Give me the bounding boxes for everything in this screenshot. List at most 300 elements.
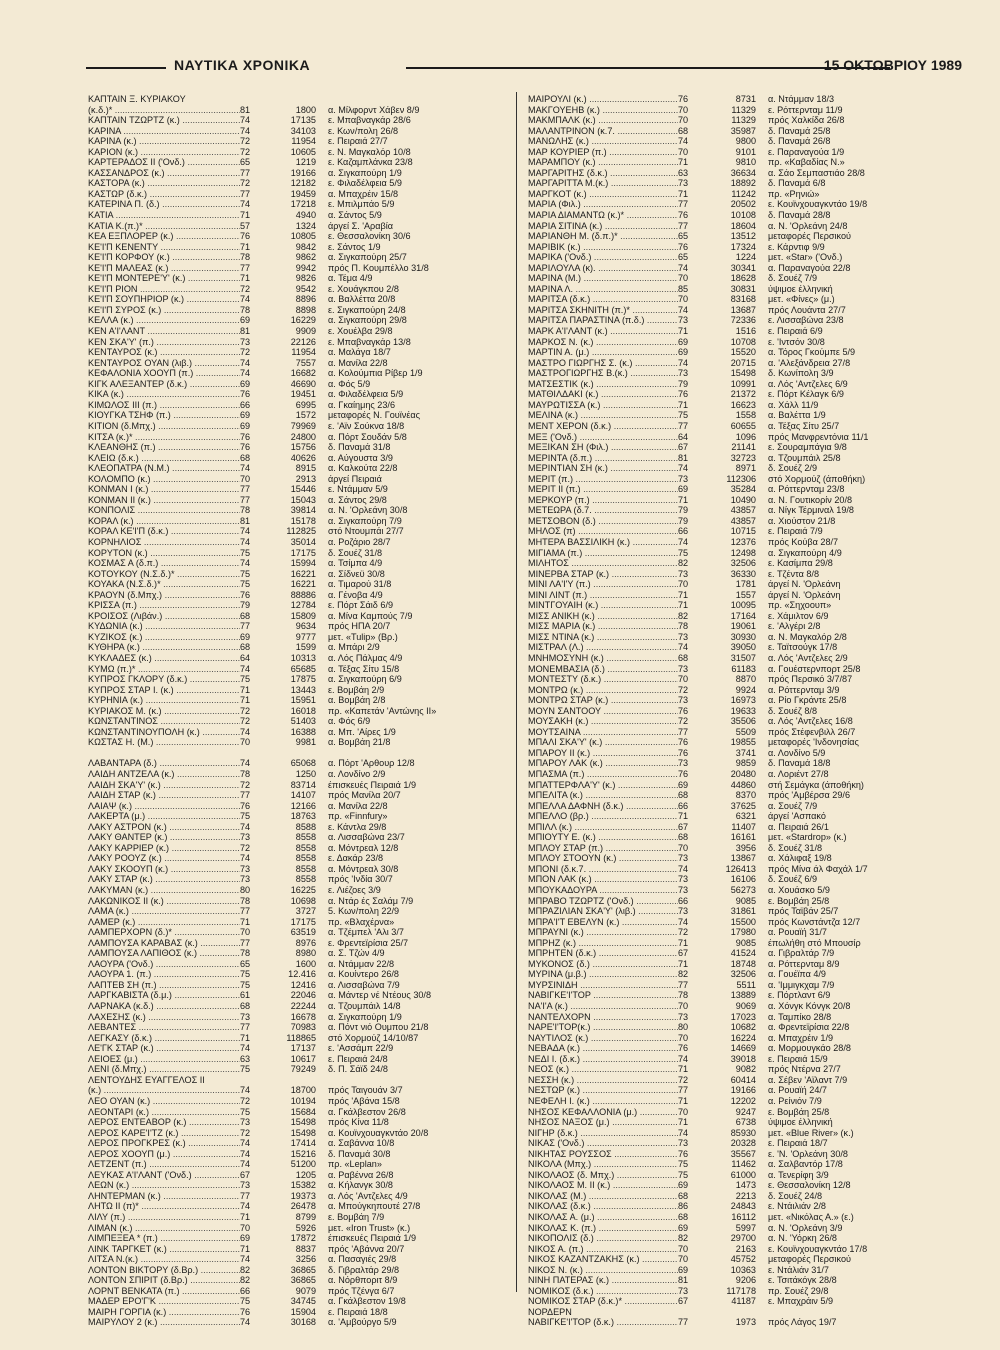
ship-name: ΛΕΡΟΣ ΕΝΤΕΑΒΟΡ (κ.) ..... <box>88 1117 240 1128</box>
ship-name: ΜΕΛΙΝΑ (κ.) ..... <box>528 410 678 421</box>
ship-position: α. Τόρος Γκούμπε 5/9 <box>768 347 856 358</box>
tonnage: 45752 <box>730 1254 756 1265</box>
ship-name: ΝΕΣΤΩΡ (κ.) ..... <box>528 1085 678 1096</box>
ship-row <box>88 1275 498 1286</box>
ship-name: ΜΠΙΟΥΤΥ Ε. (κ.) ..... <box>528 832 678 843</box>
build-year: 68 <box>678 125 689 136</box>
build-year: 73 <box>240 1011 251 1022</box>
build-year: 76 <box>678 94 689 104</box>
ship-name: ΚΟΡΝΗΛΙΟΣ ..... <box>88 537 240 548</box>
ship-row <box>88 621 498 632</box>
ship-position: α. Λοριέντ 27/8 <box>768 769 829 779</box>
build-year: 71 <box>240 1032 251 1043</box>
tonnage: 16388 <box>290 726 316 737</box>
build-year: 78 <box>240 895 251 906</box>
ship-position: πρός Τζένγα 6/7 <box>328 1285 395 1296</box>
ship-row <box>528 843 958 854</box>
ship-row <box>88 832 498 843</box>
ship-row <box>88 94 498 105</box>
ship-row <box>528 453 958 464</box>
ship-position: α. 'Αμβούργο 5/9 <box>328 1317 397 1328</box>
ship-row <box>528 1096 958 1107</box>
ship-name: (κ.) ..... <box>88 1085 240 1096</box>
ship-row <box>528 1296 958 1307</box>
build-year: 70 <box>240 927 251 938</box>
build-year: 71 <box>678 600 689 611</box>
tonnage: 20502 <box>730 199 756 210</box>
ship-name: ΛΟΝΤΟΝ ΒΙΚΤΟΡΥ (δ.Βρ.) ..... <box>88 1265 240 1276</box>
ship-row <box>88 780 498 791</box>
build-year: 75 <box>240 969 251 980</box>
ship-name: ΚΑΤΙΑ Κ.(π.)* ..... <box>88 221 240 232</box>
tonnage: 13687 <box>730 304 756 315</box>
build-year: 73 <box>678 631 689 642</box>
ship-position: α. Ν. 'Ορλεάνη 30/8 <box>328 505 408 516</box>
build-year: 72 <box>240 283 251 294</box>
ship-name: ΚΕΦΑΛΟΝΙΑ ΧΟΟΥΠ (π.) ..... <box>88 368 240 379</box>
tonnage: 13889 <box>730 990 756 1001</box>
ship-row <box>88 558 498 569</box>
ship-position: δ. Παναμά 25/8 <box>768 125 831 136</box>
ship-name: ΚΑΠΤΑΙΝ ΤΖΩΡΤΖ (κ.) ..... <box>88 115 240 126</box>
tonnage: 19061 <box>730 621 756 632</box>
build-year: 77 <box>678 726 689 737</box>
tonnage: 17175 <box>290 916 316 927</box>
ship-position: ε. Λιέζοες 3/9 <box>328 885 381 896</box>
ship-row <box>88 569 498 580</box>
build-year: 86 <box>678 1201 689 1212</box>
tonnage: 1600 <box>295 958 316 969</box>
tonnage: 16221 <box>290 568 316 579</box>
ship-row <box>528 674 958 685</box>
ship-position: μεταφορές Περσικού <box>768 1254 851 1265</box>
ship-position: ε. 'Ν. 'Ορλεάνη 30/8 <box>768 1148 848 1159</box>
ship-position: α. Παραναγούα 22/8 <box>768 262 851 273</box>
ship-name: ΜΙΓΙΑΜΑ (π.) ..... <box>528 548 678 559</box>
ship-position: α. Πόρτ Σουδάν 5/8 <box>328 431 407 442</box>
build-year: 74 <box>678 916 689 927</box>
ship-name: ΚΥΖΙΚΟΣ (κ.) ..... <box>88 632 240 643</box>
ship-position: α. Μανίλα 22/8 <box>328 357 388 368</box>
ship-position: ε. Ν. Μαγκαλόρ 10/8 <box>328 146 411 157</box>
ship-position: α. Φός 5/9 <box>328 378 371 389</box>
ship-row <box>528 822 958 833</box>
build-year: 64 <box>678 431 689 442</box>
ship-position: πρ. Σουέζ 29/8 <box>768 1285 829 1296</box>
tonnage: 44860 <box>730 779 756 790</box>
tonnage: 19855 <box>730 737 756 748</box>
tonnage: 10708 <box>730 336 756 347</box>
ship-position: πρ. «Καπετάν 'Αντώνης ΙΙ» <box>328 705 437 716</box>
build-year: 71 <box>678 188 689 199</box>
ship-name: ΛΙΤΣΑ Ν.(κ.) ..... <box>88 1254 240 1265</box>
tonnage: 8837 <box>295 1243 316 1254</box>
tonnage: 9085 <box>735 937 756 948</box>
tonnage: 15446 <box>290 484 316 495</box>
ship-position: ε. Μπαβναγκάρ 13/8 <box>328 336 411 347</box>
ship-position: α. Ρείνιόν 7/9 <box>768 1095 822 1106</box>
build-year: 78 <box>678 990 689 1001</box>
tonnage: 72336 <box>730 315 756 326</box>
ship-name: ΛΕΓΚΑΣΥ (δ.κ.) ..... <box>88 1033 240 1044</box>
tonnage: 20328 <box>730 1138 756 1149</box>
ship-name: ΜΟΝΤΡΩ (κ.) ..... <box>528 685 678 696</box>
tonnage: 15216 <box>290 1148 316 1159</box>
ship-row <box>528 853 958 864</box>
ship-position: α. Πόντ νιό Ουμπου 21/8 <box>328 1022 429 1033</box>
build-year: 75 <box>678 1159 689 1170</box>
tonnage: 5511 <box>736 979 756 990</box>
ship-row <box>528 1012 958 1023</box>
tonnage: 34745 <box>290 1296 316 1307</box>
ship-row <box>528 1064 958 1075</box>
ship-row <box>88 874 498 885</box>
ship-name: ΚΥΘΗΡΑ (κ.) ..... <box>88 642 240 653</box>
ship-position: α. Μπαχρέιν 1/9 <box>768 1032 834 1043</box>
build-year: 72 <box>240 178 251 189</box>
ship-position: α. Ρόττερνταμ 3/9 <box>768 684 840 695</box>
ship-position: ε. Σάντος 1/9 <box>328 241 381 252</box>
tonnage: 1599 <box>295 642 316 653</box>
build-year: 76 <box>240 589 251 600</box>
ship-position: ε. Κασίμπα 29/8 <box>768 558 833 569</box>
ship-name: ΝΕΟΣ (κ.) ..... <box>528 1064 678 1075</box>
tonnage: 51200 <box>290 1159 316 1170</box>
tonnage: 19633 <box>730 705 756 716</box>
ship-row <box>528 811 958 822</box>
build-year: 71 <box>240 1243 251 1254</box>
build-year: 68 <box>678 790 689 801</box>
ship-name: ΜΟΥΤΣΑΙΝΑ ..... <box>528 727 678 738</box>
ship-position: ε. Πειραιά 6/9 <box>768 326 823 337</box>
ship-name: ΛΑΡΓΚΑΒΙΣΤΑ (δ.μ.) ..... <box>88 990 240 1001</box>
ship-row <box>88 231 498 242</box>
tonnage: 19459 <box>290 188 316 199</box>
ship-row <box>528 368 958 379</box>
ship-name: ΝΗΣΟΣ ΚΕΦΑΛΛΟΝΙΑ (μ.) ..... <box>528 1107 678 1118</box>
tonnage: 12376 <box>730 536 756 547</box>
build-year: 71 <box>240 916 251 927</box>
ship-position: α. Τσίμπα 4/9 <box>328 558 383 569</box>
ship-position: α. Χάλλ 11/9 <box>768 399 819 410</box>
ship-position: α. 'Ιμμιγκχαμ 7/9 <box>768 979 835 990</box>
ship-position: ε. Φιλαδέλφεια 5/9 <box>328 178 402 189</box>
ship-name: ΜΑΡΙΚΑ ('Ονδ.) ..... <box>528 252 678 263</box>
ship-row <box>528 1244 958 1255</box>
ship-row <box>528 94 958 105</box>
build-year: 77 <box>678 1085 689 1096</box>
build-year: 74 <box>678 1127 689 1138</box>
ship-name: ΚΑΣΤΟΡΑ (κ.) ..... <box>88 178 240 189</box>
build-year: 85 <box>678 283 689 294</box>
ship-row <box>88 1128 498 1139</box>
ship-name: ΜΙΣΣ ΝΤΙΝΑ (κ.) ..... <box>528 632 678 643</box>
ship-row <box>88 1254 498 1265</box>
ship-position: πρ. «Ρηνιώ» <box>768 188 820 199</box>
ship-name: ΜΑΡΙΑ ΔΙΑΜΑΝΤΩ (κ.)* ..... <box>528 210 678 221</box>
build-year: 73 <box>678 853 689 864</box>
build-year: 74 <box>678 863 689 874</box>
ship-row <box>528 548 958 559</box>
build-year: 76 <box>678 747 689 758</box>
ship-position: δ. Σουέζ 31/8 <box>768 842 823 853</box>
tonnage: 8558 <box>295 842 316 853</box>
ship-row <box>528 1191 958 1202</box>
ship-position: α. Σιγκαπούρη 7/9 <box>328 515 402 526</box>
build-year: 71 <box>678 399 689 410</box>
ship-row <box>88 168 498 179</box>
ship-position: α. Σαλβαντόρ 17/8 <box>768 1159 843 1170</box>
ship-position: α. Νίγκ Τέρμιναλ 19/8 <box>768 505 854 516</box>
tonnage: 36865 <box>290 1275 316 1286</box>
ship-row <box>88 389 498 400</box>
build-year: 76 <box>240 231 251 242</box>
tonnage: 32723 <box>730 452 756 463</box>
ship-name: ΚΙΤΣΑ (κ.)* ..... <box>88 432 240 443</box>
ship-position: α. Καλκούτα 22/8 <box>328 463 398 474</box>
ship-name: ΜΑΔΕΡ ΕΡΟ'Γ'Κ ..... <box>88 1296 240 1307</box>
build-year: 71 <box>678 958 689 969</box>
tonnage: 16224 <box>730 1032 756 1043</box>
tonnage: 12166 <box>290 800 316 811</box>
tonnage: 10605 <box>290 146 316 157</box>
ship-name: ΛΕΥΚΑΣ Α'Ι'ΛΑΝΤ ('Ονδ.) ..... <box>88 1170 240 1181</box>
build-year: 70 <box>240 737 251 748</box>
ship-name: ΚΑΣΤΩΡ (δ.κ.) ..... <box>88 189 240 200</box>
build-year: 63 <box>240 1053 251 1064</box>
tonnage: 32506 <box>730 558 756 569</box>
build-year: 69 <box>678 336 689 347</box>
build-year: 75 <box>240 579 251 590</box>
tonnage: 18628 <box>730 273 756 284</box>
ship-row <box>88 1286 498 1297</box>
ship-row <box>88 1075 498 1086</box>
ship-position: α. Σιγκαπούρη 6/9 <box>328 674 402 685</box>
build-year: 67 <box>240 1169 251 1180</box>
tonnage: 30341 <box>730 262 756 273</box>
tonnage: 18763 <box>290 811 316 822</box>
tonnage: 16678 <box>290 1011 316 1022</box>
ship-position: ε. Βομβάη 7/9 <box>328 1211 385 1222</box>
ship-name: ΜΟΥΣΑΚΗ (κ.) ..... <box>528 716 678 727</box>
tonnage: 8799 <box>295 1211 316 1222</box>
tonnage: 5509 <box>735 726 756 737</box>
build-year: 74 <box>678 136 689 147</box>
ship-name: ΜΟΝΤΡΩ ΣΤΑΡ (κ.) ..... <box>528 695 678 706</box>
ship-row <box>88 1191 498 1202</box>
ship-name: ΜΑΡΙΛΟΥΛΑ (κ). ..... <box>528 263 678 274</box>
ship-name: ΛΗΝΤΕΡΜΑΝ (κ.) ..... <box>88 1191 240 1202</box>
ship-row <box>88 1001 498 1012</box>
build-year: 76 <box>240 442 251 453</box>
ship-name: ΛΙΜΠΕΞΕΑ * (π.) ..... <box>88 1233 240 1244</box>
tonnage: 30168 <box>290 1317 316 1328</box>
tonnage: 79249 <box>290 1064 316 1075</box>
ship-name: ΜΙΣΣ ΜΑΡΙΑ (κ.) ..... <box>528 621 678 632</box>
build-year: 74 <box>240 758 251 769</box>
ship-name: ΛΑΧΕΣΗΣ (κ.) ..... <box>88 1012 240 1023</box>
build-year: 72 <box>240 842 251 853</box>
build-year: 80 <box>678 1022 689 1033</box>
build-year: 72 <box>678 927 689 938</box>
ship-position: α. Γουέστερνπορτ 25/8 <box>768 663 861 674</box>
ship-position: ε. Σουραμπάγια 9/8 <box>768 442 847 453</box>
build-year: 82 <box>678 969 689 980</box>
build-year: 76 <box>678 389 689 400</box>
tonnage: 1973 <box>735 1317 756 1328</box>
ship-row <box>528 611 958 622</box>
tonnage: 24800 <box>290 431 316 442</box>
tonnage: 13867 <box>730 853 756 864</box>
ship-row <box>528 980 958 991</box>
ship-name: ΛΑΚΩΝΙΚΟΣ ΙΙ (κ.) ..... <box>88 896 240 907</box>
tonnage: 17875 <box>290 674 316 685</box>
tonnage: 8980 <box>295 948 316 959</box>
ship-name: ΛΕΟ ΟΥΑΝ (κ.) ..... <box>88 1096 240 1107</box>
build-year: 74 <box>240 368 251 379</box>
ship-row <box>88 927 498 938</box>
ship-row <box>88 1117 498 1128</box>
ship-row <box>528 706 958 717</box>
build-year: 79 <box>678 515 689 526</box>
tonnage: 10805 <box>290 231 316 242</box>
ship-position: δ. Γιβραλτάρ 29/8 <box>328 1264 400 1275</box>
ship-row <box>88 432 498 443</box>
ship-row <box>528 1286 958 1297</box>
tonnage: 13443 <box>290 684 316 695</box>
ship-position: στό Χορμούζ (άποθήκη) <box>768 473 866 484</box>
ship-row <box>528 695 958 706</box>
ship-name: ΜΑΙΡΗ ΓΟΡΓΙΑ (κ.) ..... <box>88 1307 240 1318</box>
ship-position: πρ. «Σηχοουπ» <box>768 600 832 611</box>
build-year: 74 <box>240 1317 251 1328</box>
ship-name: ΚΩΝΣΤΑΝΤΙΝΟΣ ..... <box>88 716 240 727</box>
ship-row <box>528 347 958 358</box>
ship-position: πρός Μίνα άλ Φαχάλ 1/7 <box>768 863 868 874</box>
ship-position: α. Λός 'Αντζελες 6/9 <box>768 378 848 389</box>
ship-row <box>528 505 958 516</box>
build-year: 74 <box>240 294 251 305</box>
ship-name: ΜΙΣΤΡΑΛ (Λ.) ..... <box>528 642 678 653</box>
tonnage: 9101 <box>735 146 756 157</box>
build-year: 61 <box>240 990 251 1001</box>
ship-row <box>88 737 498 748</box>
tonnage: 1781 <box>735 579 756 590</box>
tonnage: 15500 <box>730 916 756 927</box>
build-year: 74 <box>240 1159 251 1170</box>
ship-name: ΜΕΞ ('Ονδ.) ..... <box>528 432 678 443</box>
ship-name: ΜΠΡΑ'Ι'Τ ΕΒΕΛΥΝ (κ.) ..... <box>528 917 678 928</box>
tonnage: 65068 <box>290 758 316 769</box>
ship-position: 5. Κων/πολη 22/9 <box>328 906 400 917</box>
ship-position: α. 'Αλεξάνδρεια 27/8 <box>768 357 851 368</box>
ship-row <box>88 790 498 801</box>
tonnage: 112825 <box>286 526 316 537</box>
build-year: 77 <box>240 1022 251 1033</box>
build-year: 76 <box>678 1043 689 1054</box>
tonnage: 19373 <box>290 1190 316 1201</box>
tonnage: 8558 <box>295 832 316 843</box>
ship-position: α. Βαλέττα 1/9 <box>768 410 826 421</box>
build-year: 76 <box>678 769 689 779</box>
ship-name: ΛΑΙΔΗ ΣΚΑ'Υ' (κ.) ..... <box>88 780 240 791</box>
ship-row <box>528 463 958 474</box>
ship-position: ε. Ντάμμαν 5/9 <box>328 484 388 495</box>
tonnage: 1096 <box>735 431 756 442</box>
ship-name: ΚΟΣΜΑΣ Α (δ.π.) ..... <box>88 558 240 569</box>
ship-position: α. Σάντος 5/9 <box>328 210 382 221</box>
ship-row <box>528 1128 958 1139</box>
build-year: 75 <box>240 674 251 685</box>
ship-position: α. Σίδνεϋ 30/8 <box>328 568 385 579</box>
ship-name: ΜΑΚΜΠΑΛΚ (κ.) ..... <box>528 115 678 126</box>
ship-name: ΛΑΚΥ ΑΣΤΡΟΝ (κ.) ..... <box>88 822 240 833</box>
tonnage: 9069 <box>735 1001 756 1012</box>
ship-row <box>528 969 958 980</box>
ship-name: ΜΥΚΟΝΟΣ (δ.) ..... <box>528 959 678 970</box>
ship-row <box>88 769 498 780</box>
ship-name: ΚΙΓΚ ΑΛΕΞΑΝΤΕΡ (δ.κ.) ..... <box>88 379 240 390</box>
ship-name: ΜΑΤΣΕΣΤΙΚ (κ.) ..... <box>528 379 678 390</box>
tonnage: 9862 <box>295 252 316 263</box>
ship-name: ΚΕΝ ΣΚΑ'Υ' (π.) ..... <box>88 337 240 348</box>
tonnage: 8558 <box>295 853 316 864</box>
ship-name: ΚΕ'Ι'Π ΚΕΝΕΝΤΥ ..... <box>88 242 240 253</box>
ship-position: πρ. «Leplan» <box>328 1159 382 1170</box>
tonnage: 35014 <box>290 536 316 547</box>
ship-row <box>528 1265 958 1276</box>
ship-name: ΛΕ'ΓΚ ΣΤΑΡ (κ.) ..... <box>88 1043 240 1054</box>
build-year: 72 <box>678 1074 689 1085</box>
tonnage: 36865 <box>290 1264 316 1275</box>
tonnage: 21141 <box>731 442 756 453</box>
ship-row <box>88 948 498 959</box>
build-year: 70 <box>678 674 689 685</box>
ship-position: δ. Παναμά 28/8 <box>768 210 831 221</box>
ship-row <box>88 695 498 706</box>
ship-position: ε. Κων/πολη 26/8 <box>328 125 399 136</box>
ship-row <box>528 1085 958 1096</box>
tonnage: 2213 <box>735 1190 756 1201</box>
tonnage: 9777 <box>295 631 316 642</box>
tonnage: 9247 <box>735 1106 756 1117</box>
ship-row <box>88 1201 498 1212</box>
tonnage: 20715 <box>730 357 756 368</box>
ship-position: α. Ν. Μαγκαλόρ 2/8 <box>768 631 847 642</box>
ship-name: ΜΑΣΤΡΟΓΙΩΡΓΗΣ Β.(κ.) ..... <box>528 368 678 379</box>
ship-name: ΜΗΛΟΣ (π) ..... <box>528 526 678 537</box>
ship-name: ΜΕΡΙΤ ΙΙ (π.) ..... <box>528 484 678 495</box>
ship-row <box>88 400 498 411</box>
build-year: 69 <box>678 1264 689 1275</box>
build-year: 72 <box>240 146 251 157</box>
ship-position: πρός Λουάντα 27/7 <box>768 304 846 315</box>
build-year: 74 <box>240 199 251 210</box>
ship-name: ΚΟΝΜΑΝ Ι (κ.) ..... <box>88 484 240 495</box>
ship-position: μετ. «Iron Trust» (κ.) <box>328 1222 411 1233</box>
ship-position: α. Ντάμμαν 18/3 <box>768 94 835 104</box>
ship-row <box>528 737 958 748</box>
ship-name: ΝΟΡΔΕΡΝ <box>528 1306 572 1317</box>
ship-position: α. Γένοβα 4/9 <box>328 589 383 600</box>
ship-name: ΜΟΝΤΕΣΤΥ (δ.κ.) ..... <box>528 674 678 685</box>
ship-name: ΚΑΠΤΑΙΝ Ξ. ΚΥΡΙΑΚΟΥ <box>88 94 186 104</box>
build-year: 57 <box>240 220 251 231</box>
build-year: 73 <box>678 695 689 706</box>
ship-position: α. Μπ. 'Αίρες 1/9 <box>328 726 396 737</box>
ship-name: ΜΠΛΟΥ ΣΤΑΡ (π.) ..... <box>528 843 678 854</box>
build-year: 81 <box>678 452 689 463</box>
